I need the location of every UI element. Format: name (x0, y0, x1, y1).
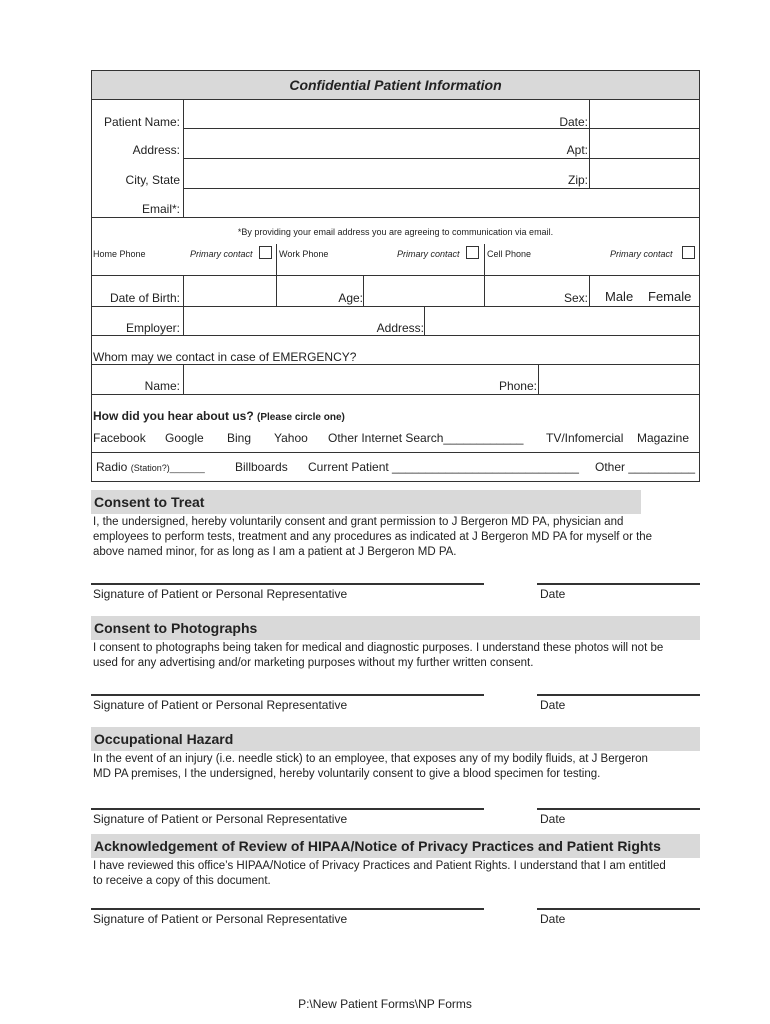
email-field[interactable] (184, 189, 699, 217)
paragraph-line: I consent to photographs being taken for medical and diagnostic purposes. I understand these photos will not be (93, 642, 664, 654)
date-line[interactable] (537, 583, 700, 585)
circle-one-note: (Please circle one) (257, 412, 345, 423)
signature-label: Signature of Patient or Personal Representative (93, 812, 348, 826)
consent-treat-text (93, 515, 652, 560)
sex-option-female[interactable]: Female (648, 289, 692, 304)
source-option[interactable]: Bing (227, 431, 252, 445)
col-divider (484, 244, 485, 306)
address-field[interactable] (184, 129, 589, 158)
paragraph-line: employees to perform tests, treatment and any procedures as indicated at J Bergeron MD PA for myself or the (93, 531, 653, 543)
source-option[interactable]: Yahoo (274, 431, 308, 445)
row-divider (91, 452, 700, 453)
paragraph-line: used for any advertising and/or marketing purposes without my further written consent. (93, 657, 534, 669)
paragraph-line: I, the undersigned, hereby voluntarily consent and grant permission to J Bergeron MD PA, physician and (93, 516, 624, 528)
date-label: Date (540, 912, 566, 926)
city-state-label: City, State (125, 173, 180, 187)
cell-primary-contact-checkbox[interactable] (682, 246, 695, 259)
email-note: *By providing your email address you are agreeing to communication via email. (237, 227, 554, 237)
sex-option-male[interactable]: Male (605, 289, 634, 304)
signature-line[interactable] (91, 808, 484, 810)
home-phone-field[interactable] (92, 260, 276, 275)
paragraph-line: to receive a copy of this document. (93, 875, 271, 887)
work-phone-field[interactable] (277, 260, 484, 275)
age-label: Age: (338, 291, 363, 305)
date-field[interactable] (590, 100, 699, 128)
emergency-phone-field[interactable] (539, 365, 699, 394)
source-option[interactable]: TV/Infomercial (546, 431, 624, 445)
date-line[interactable] (537, 908, 700, 910)
home-phone-label: Home Phone (93, 249, 146, 259)
cell-primary-contact-label: Primary contact (610, 249, 673, 259)
cell-phone-field[interactable] (485, 260, 699, 275)
city-state-field[interactable] (184, 159, 589, 188)
work-phone-label: Work Phone (279, 249, 329, 259)
paragraph-line: MD PA premises, I the undersigned, hereby voluntarily consent to give a blood specimen for testing. (93, 768, 601, 780)
email-label: Email*: (141, 202, 180, 216)
source-option[interactable]: Google (165, 431, 204, 445)
radio-label: Radio (96, 460, 128, 474)
cell-phone-label: Cell Phone (487, 249, 532, 259)
home-primary-contact-checkbox[interactable] (259, 246, 272, 259)
work-primary-contact-label: Primary contact (397, 249, 460, 259)
work-primary-contact-checkbox[interactable] (466, 246, 479, 259)
signature-label: Signature of Patient or Personal Representative (93, 587, 348, 601)
how-heard-label: How did you hear about us? (93, 409, 254, 423)
date-line[interactable] (537, 808, 700, 810)
paragraph-line: above named minor, for as long as I am a patient at J Bergeron MD PA. (93, 546, 457, 558)
paragraph-line: In the event of an injury (i.e. needle stick) to an employee, that exposes any of my bodily fluids, at J Bergeron (93, 753, 648, 765)
source-option[interactable]: Magazine (637, 431, 690, 445)
consent-treat-heading: Consent to Treat (91, 490, 641, 514)
employer-label: Employer: (125, 321, 180, 335)
signature-line[interactable] (91, 908, 484, 910)
emergency-name-label: Name: (144, 379, 180, 393)
signature-line[interactable] (91, 694, 484, 696)
apt-field[interactable] (590, 129, 699, 158)
consent-photos-heading: Consent to Photographs (91, 616, 700, 640)
signature-label: Signature of Patient or Personal Representative (93, 698, 348, 712)
paragraph-line: I have reviewed this office’s HIPAA/Notice of Privacy Practices and Patient Rights. I understand that I am entitled (93, 860, 666, 872)
source-option[interactable]: Other Internet Search____________ (328, 431, 524, 445)
address-label: Address: (132, 143, 180, 157)
source-option-radio[interactable] (96, 460, 205, 475)
emergency-heading: Whom may we contact in case of EMERGENCY? (93, 350, 357, 364)
footer-path: P:\New Patient Forms\NP Forms (298, 997, 472, 1011)
col-divider (589, 275, 590, 306)
date-label: Date (540, 812, 566, 826)
patient-name-label: Patient Name: (103, 115, 180, 129)
sex-label: Sex: (563, 291, 588, 305)
signature-line[interactable] (91, 583, 484, 585)
form-title: Confidential Patient Information (289, 77, 502, 93)
hipaa-text (93, 859, 666, 889)
patient-name-field[interactable] (184, 100, 589, 128)
emergency-name-field[interactable] (184, 365, 538, 394)
row-divider (91, 394, 700, 395)
signature-label: Signature of Patient or Personal Representative (93, 912, 348, 926)
consent-photos-text (93, 641, 663, 671)
hipaa-heading: Acknowledgement of Review of HIPAA/Notice of Privacy Practices and Patient Rights (91, 834, 700, 858)
date-label: Date (540, 587, 566, 601)
occupational-hazard-heading: Occupational Hazard (91, 727, 700, 751)
apt-label: Apt: (566, 143, 588, 157)
home-primary-contact-label: Primary contact (190, 249, 253, 259)
source-option[interactable]: Current Patient ____________________________ (308, 460, 579, 474)
date-label: Date: (559, 115, 588, 129)
employer-address-field[interactable] (425, 307, 699, 335)
source-option[interactable]: Billboards (235, 460, 288, 474)
employer-address-label: Address: (376, 321, 424, 335)
how-heard-heading (93, 409, 345, 425)
dob-field[interactable] (184, 276, 363, 306)
employer-field[interactable] (184, 307, 363, 335)
source-option[interactable]: Other __________ (595, 460, 696, 474)
station-label: (Station?)_______ (130, 463, 205, 473)
zip-field[interactable] (590, 159, 699, 188)
dob-label: Date of Birth: (109, 291, 180, 305)
date-line[interactable] (537, 694, 700, 696)
source-option[interactable]: Facebook (93, 431, 146, 445)
date-label: Date (540, 698, 566, 712)
age-field[interactable] (364, 276, 484, 306)
row-divider (91, 217, 700, 218)
zip-label: Zip: (567, 173, 588, 187)
occupational-hazard-text (93, 752, 648, 782)
emergency-phone-label: Phone: (498, 379, 537, 393)
